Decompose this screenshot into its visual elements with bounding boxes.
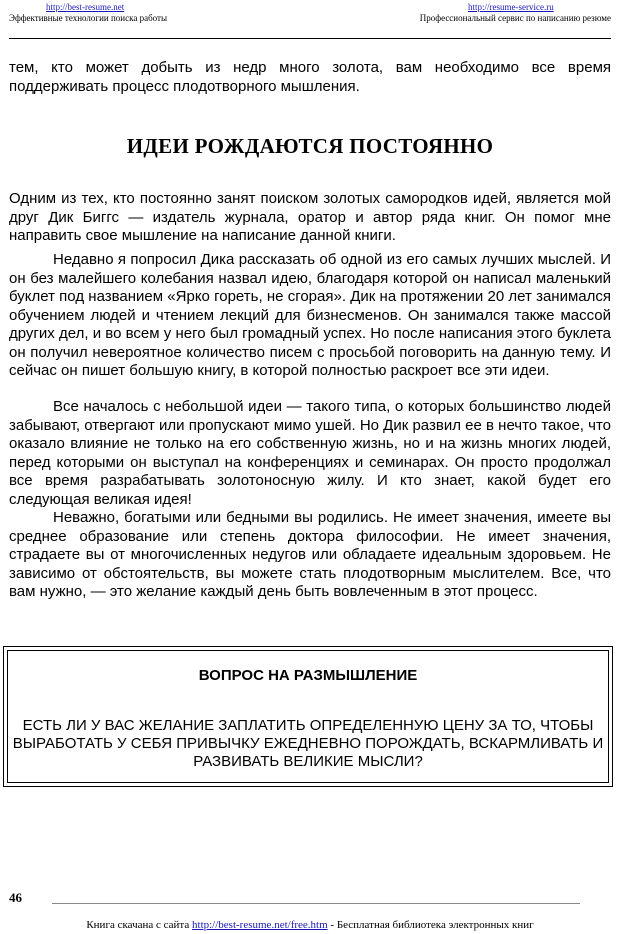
page-number: 46 [9, 890, 22, 905]
continuation-paragraph: тем, кто может добыть из недр много золота, вам необходимо все время поддерживать процесс плодотворного мышления. [9, 59, 611, 95]
footer-divider [52, 903, 580, 904]
header-subtitle-right: Профессиональный сервис по написанию резюме [419, 13, 611, 23]
header-divider [9, 38, 611, 39]
header-subtitle-left: Эффективные технологии поиска работы [9, 13, 168, 23]
reflection-question-inner-frame [7, 650, 609, 783]
body-paragraph-4: Неважно, богатыми или бедными вы родились. Не имеет значения, имеете вы среднее образование или степень доктора философии. Не имеет значения, страдаете вы от многочисленных недугов или обладаете идеальным здоровьем. Не зависимо от обстоятельств, вы можете стать плодотворным мыслителем. Все, что вам нужно, — это желание каждый день быть вовлеченным в этот процесс. [9, 509, 611, 600]
footer-link-free-library[interactable]: http://best-resume.net/free.htm [192, 919, 328, 931]
reflection-question-title: ВОПРОС НА РАЗМЫШЛЕНИЕ [198, 667, 418, 684]
body-paragraph-2: Недавно я попросил Дика рассказать об одной из его самых лучших мыслей. И он без малейшего колебания назвал идею, благодаря которой он написал маленький буклет под названием «Ярко гореть, не сгорая». Дик на протяжении 20 лет занимался обучением людей и чтением лекций для бизнесменов. Он занимался также массой других дел, и во всем у него был громадный успех. Но после написания этого буклета он получил невероятное количество писем с просьбой поговорить на данную тему. И сейчас он пишет большую книгу, в которой полностью раскроет все эти идеи. [9, 251, 611, 379]
footer-prefix: Книга скачана с сайта [86, 919, 190, 931]
body-paragraph-3: Все началось с небольшой идеи — такого типа, о которых большинство людей забывают, отвергают или пропускают мимо ушей. Но Дик развил ее в нечто такое, что оказало влияние не только на его собственную жизнь, но и на жизнь многих людей, перед которыми он выступал на конференциях и семинарах. Он просто продолжал все время разрабатывать золотоносную жилу. И кто знает, какой будет его следующая великая идея! [9, 398, 611, 508]
footer [0, 919, 620, 931]
body-paragraph-1: Одним из тех, кто постоянно занят поиском золотых самородков идей, является мой друг Дик Биггс — издатель журнала, оратор и автор ряда книг. Он помог мне направить свое мышление на написание данной книги. [9, 190, 611, 244]
header-link-best-resume[interactable]: http://best-resume.net [46, 2, 125, 12]
footer-suffix: - Бесплатная библиотека электронных книг [330, 919, 534, 931]
header-link-resume-service[interactable]: http://resume-service.ru [468, 2, 554, 12]
section-title: ИДЕИ РОЖДАЮТСЯ ПОСТОЯННО [126, 134, 494, 158]
reflection-question-box [3, 646, 613, 787]
reflection-question-text: ЕСТЬ ЛИ У ВАС ЖЕЛАНИЕ ЗАПЛАТИТЬ ОПРЕДЕЛЕННУЮ ЦЕНУ ЗА ТО, ЧТОБЫ ВЫРАБОТАТЬ У СЕБЯ ПРИВЫЧКУ ЕЖЕДНЕВНО ПОРОЖДАТЬ, ВСКАРМЛИВАТЬ И РАЗВИВАТЬ ВЕЛИКИЕ МЫСЛИ? [12, 717, 604, 770]
